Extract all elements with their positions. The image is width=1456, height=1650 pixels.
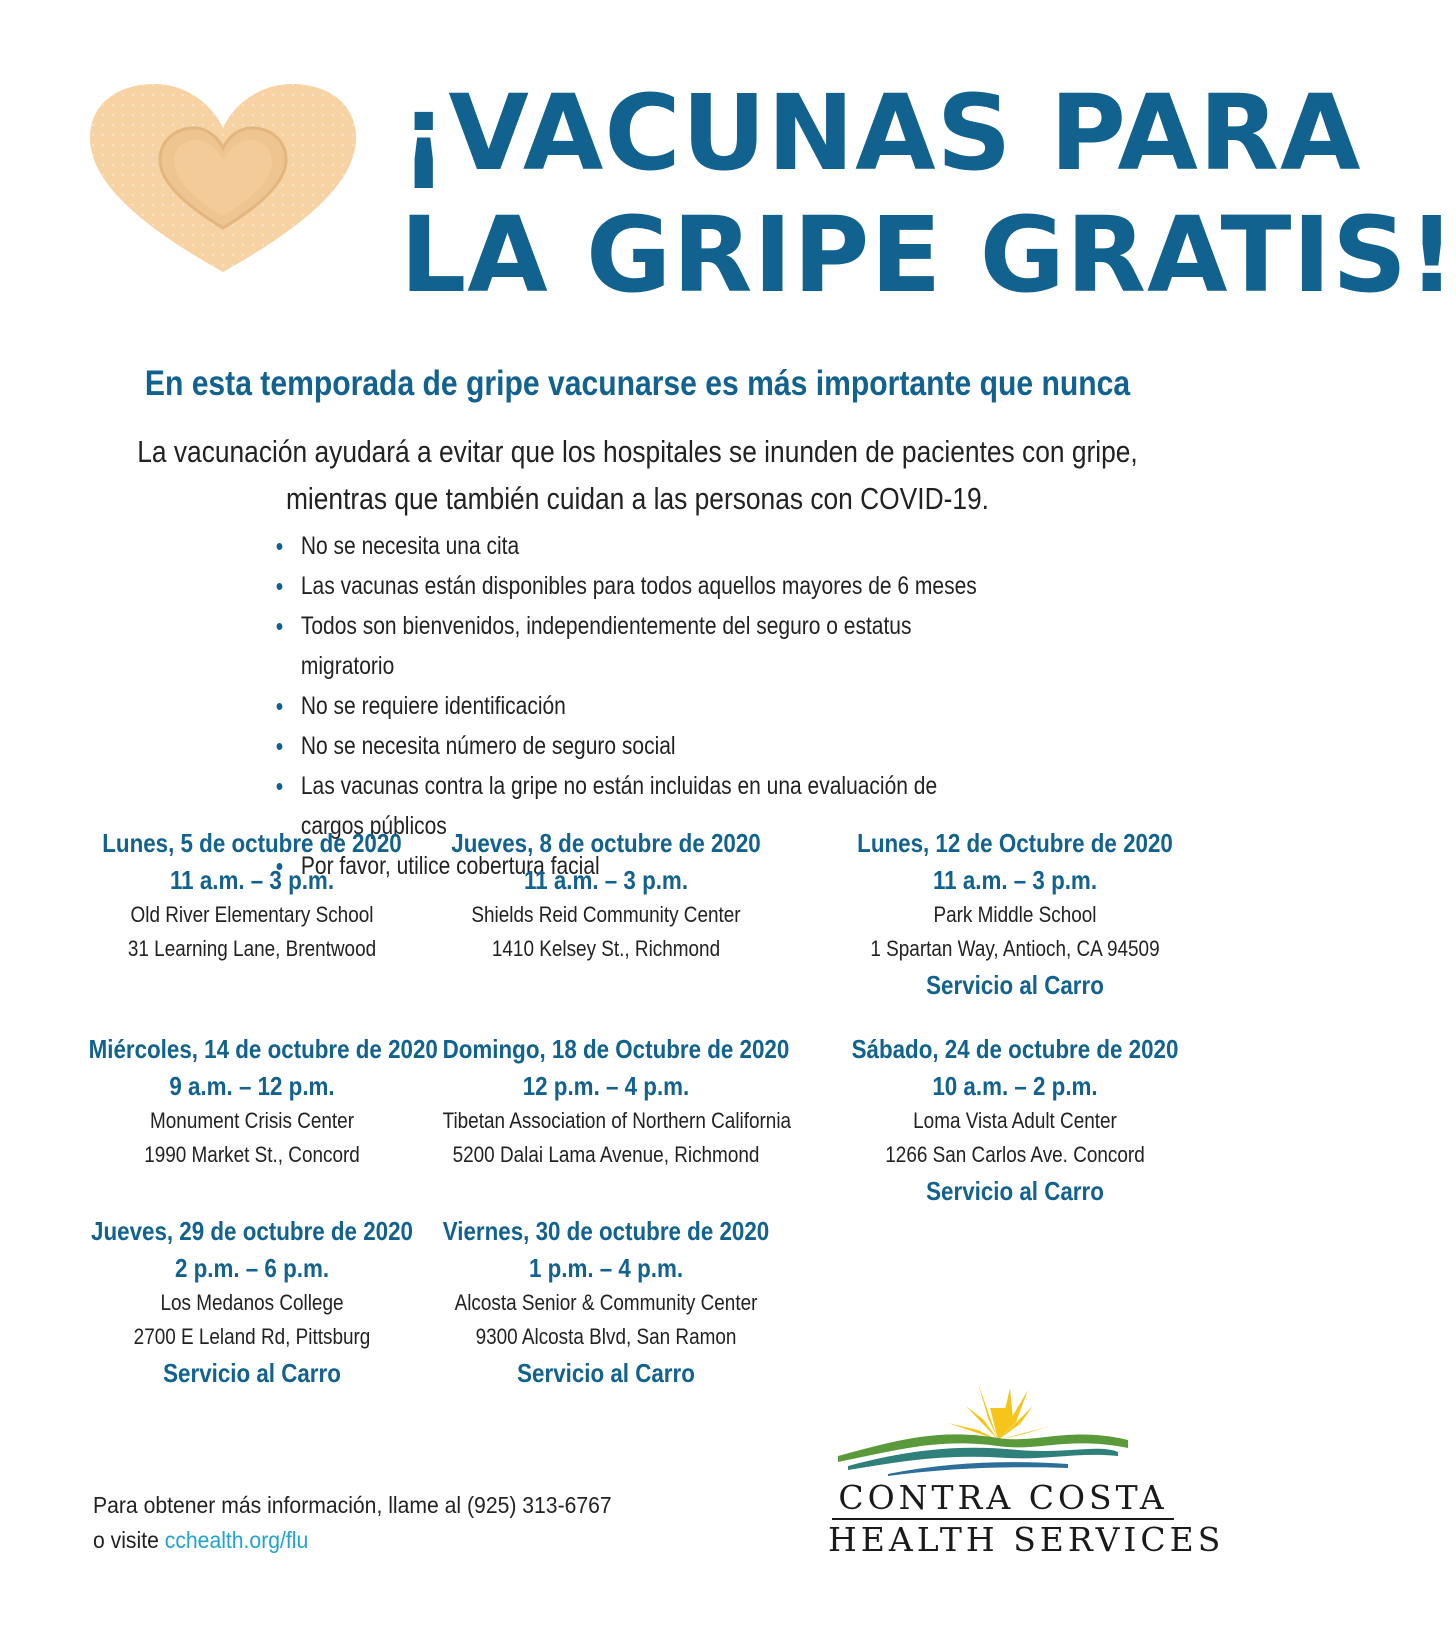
event-location: Los Medanos College [160,1290,344,1315]
title-line-1: ¡VACUNAS PARA [400,72,1362,194]
list-item [274,686,988,726]
intro-paragraph [96,428,1180,522]
event-card [443,824,770,966]
event-time: 11 a.m. – 3 p.m. [523,865,689,895]
event-time: 12 p.m. – 4 p.m. [522,1071,690,1101]
drive-through-label: Servicio al Carro [517,1358,695,1388]
phone-line: Para obtener más información, llame al (925) 313-6767 [93,1492,612,1518]
logo-line-1: CONTRA COSTA [838,1478,1168,1517]
health-services-logo [828,1378,1225,1559]
intro-line-1: La vacunación ayudará a evitar que los hospitales se inunden de pacientes con gripe, [137,434,1138,469]
logo-line-2: HEALTH SERVICES [828,1520,1225,1559]
list-item [274,766,988,806]
event-location: Park Middle School [933,902,1097,927]
bullet-dot-icon [277,583,283,590]
website-link[interactable]: cchealth.org/flu [164,1527,309,1553]
event-time: 11 a.m. – 3 p.m. [932,865,1098,895]
event-date: Miércoles, 14 de octubre de 2020 [88,1034,438,1064]
contact-footer [93,1488,612,1558]
list-item-text: Todos son bienvenidos, independientemente del seguro o estatus migratorio [300,612,912,680]
subheading: En esta temporada de gripe vacunarse es más importante que nunca [144,364,1131,403]
drive-through-label: Servicio al Carro [926,970,1104,1000]
list-item [274,606,988,686]
event-date: Domingo, 18 de Octubre de 2020 [442,1034,790,1064]
event-date: Jueves, 8 de octubre de 2020 [451,828,761,858]
list-item [274,566,988,606]
bandage-heart-icon [88,80,358,280]
event-address: 1266 San Carlos Ave. Concord [885,1142,1145,1167]
list-item-text: No se requiere identificación [300,692,566,720]
website-line [93,1523,612,1558]
list-item-text: No se necesita una cita [300,532,520,560]
list-item-text: No se necesita número de seguro social [300,732,676,760]
event-address: 1990 Market St., Concord [144,1142,360,1167]
event-address: 5200 Dalai Lama Avenue, Richmond [452,1142,760,1167]
list-item-text: cargos públicos [300,812,447,840]
event-location: Monument Crisis Center [150,1108,354,1133]
page-title [400,72,1456,316]
drive-through-label: Servicio al Carro [926,1176,1104,1206]
event-time: 1 p.m. – 4 p.m. [528,1253,684,1283]
list-item-text: Las vacunas contra la gripe no están incluidas en una evaluación de [300,772,938,800]
bullet-dot-icon [277,543,283,550]
event-location: Loma Vista Adult Center [913,1108,1117,1133]
list-item [274,526,988,566]
event-card [88,1030,438,1172]
event-time: 9 a.m. – 12 p.m. [169,1071,335,1101]
event-location: Shields Reid Community Center [471,902,741,927]
drive-through-label: Servicio al Carro [163,1358,341,1388]
intro-line-2: mientras que también cuidan a las personas con COVID-19. [285,481,990,516]
event-address: 9300 Alcosta Blvd, San Ramon [475,1324,737,1349]
event-location: Tibetan Association of Northern California [442,1108,792,1133]
event-card [443,1212,770,1392]
list-item [274,726,988,766]
event-card [852,824,1179,1004]
bullet-dot-icon [277,783,283,790]
website-prefix: o visite [93,1527,165,1553]
sun-mountain-logo-icon [828,1378,1178,1478]
list-item-text: Por favor, utilice cobertura facial [300,852,600,880]
event-location: Old River Elementary School [130,902,374,927]
event-address: 1410 Kelsey St., Richmond [491,936,721,961]
event-address: 2700 E Leland Rd, Pittsburg [133,1324,371,1349]
bullet-dot-icon [277,743,283,750]
event-date: Sábado, 24 de octubre de 2020 [851,1034,1179,1064]
bullet-dot-icon [277,623,283,630]
event-card [89,824,416,966]
event-address: 31 Learning Lane, Brentwood [127,936,377,961]
bullet-dot-icon [277,703,283,710]
list-item-text: Las vacunas están disponibles para todos aquellos mayores de 6 meses [300,572,977,600]
event-card [852,1030,1179,1210]
event-date: Lunes, 5 de octubre de 2020 [102,828,402,858]
event-time: 10 a.m. – 2 p.m. [932,1071,1098,1101]
event-date: Viernes, 30 de octubre de 2020 [442,1216,770,1246]
event-card [89,1212,416,1392]
event-date: Lunes, 12 de Octubre de 2020 [857,828,1173,858]
event-time: 11 a.m. – 3 p.m. [169,865,335,895]
event-date: Jueves, 29 de octubre de 2020 [91,1216,413,1246]
event-time: 2 p.m. – 6 p.m. [174,1253,330,1283]
title-line-2: LA GRIPE GRATIS! [400,194,1456,316]
event-address: 1 Spartan Way, Antioch, CA 94509 [870,936,1160,961]
event-card [442,1030,792,1172]
event-location: Alcosta Senior & Community Center [454,1290,758,1315]
